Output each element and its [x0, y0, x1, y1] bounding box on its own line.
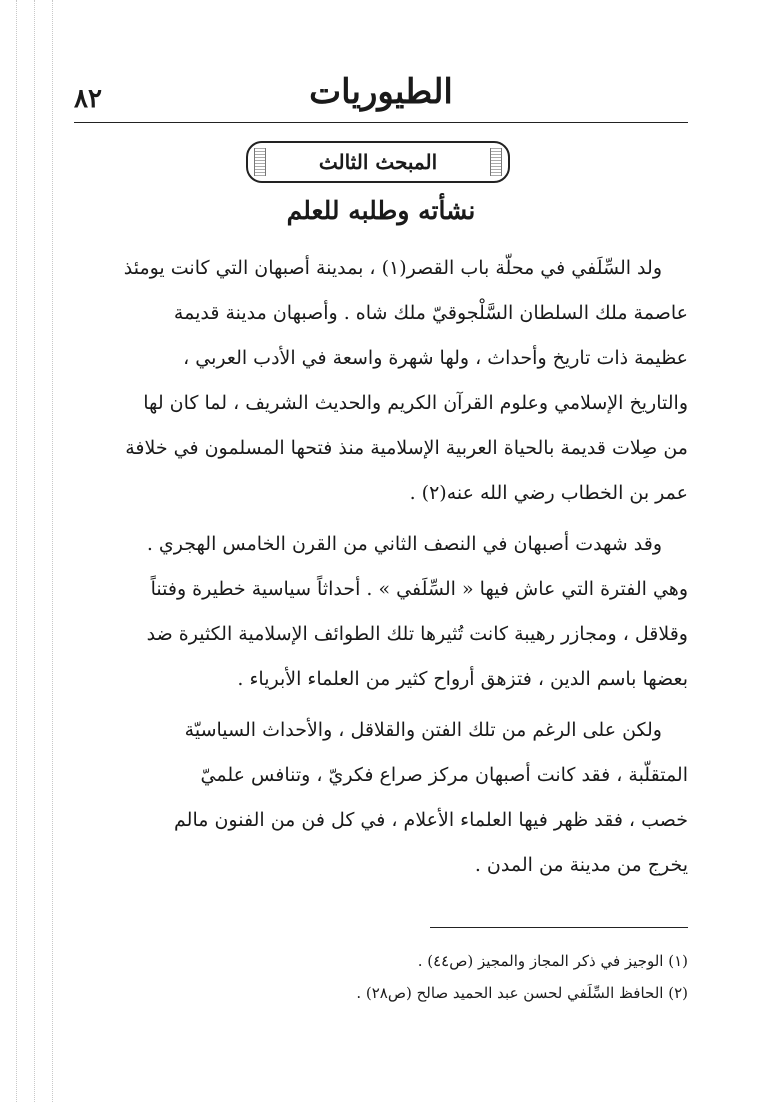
section-title: المبحث الثالث	[318, 150, 438, 174]
paragraph-line: عمر بن الخطاب رضي الله عنه(٢) .	[409, 482, 688, 504]
paragraph-line: بعضها باسم الدين ، فتزهق أرواح كثير من العلماء الأبرياء .	[237, 668, 688, 690]
paragraph-line: والتاريخ الإسلامي وعلوم القرآن الكريم والحديث الشريف ، لما كان لها	[143, 392, 688, 414]
running-title: الطيوريات	[309, 72, 453, 112]
footnote-divider	[430, 927, 688, 928]
header-rule	[74, 122, 688, 123]
scan-guide-line	[16, 0, 17, 1102]
paragraph-line: يخرج من مدينة من المدن .	[474, 854, 688, 876]
paragraph-line: ولكن على الرغم من تلك الفتن والقلاقل ، والأحداث السياسيّة	[184, 719, 662, 741]
paragraph-line: وقد شهدت أصبهان في النصف الثاني من القرن الخامس الهجري .	[146, 533, 662, 555]
paragraph-line: عظيمة ذات تاريخ وأحداث ، ولها شهرة واسعة في الأدب العربي ،	[183, 347, 688, 369]
scan-guide-line	[34, 0, 35, 1102]
section-heading-box	[246, 141, 510, 183]
paragraph-line: ولد السِّلَفي في محلّة باب القصر(١) ، بمدينة أصبهان التي كانت يومئذ	[123, 257, 662, 279]
paragraph-line: وهي الفترة التي عاش فيها « السِّلَفي » . أحداثاً سياسية خطيرة وفتناً	[150, 578, 688, 600]
footnote: (٢) الحافظ السِّلَفي لحسن عبد الحميد صالح (ص٢٨) .	[356, 984, 688, 1002]
paragraph-line: المتقلّبة ، فقد كانت أصبهان مركز صراع فكريّ ، وتنافس علميّ	[200, 764, 688, 786]
page-number: ٨٢	[74, 84, 102, 114]
paragraph-line: من صِلات قديمة بالحياة العربية الإسلامية منذ فتحها المسلمون في خلافة	[125, 437, 688, 459]
footnote: (١) الوجيز في ذكر المجاز والمجيز (ص٤٤) .	[417, 952, 688, 970]
paragraph-line: عاصمة ملك السلطان السَّلْجوقيّ ملك شاه . وأصبهان مدينة قديمة	[173, 302, 688, 324]
paragraph-line: وقلاقل ، ومجازر رهيبة كانت تُثيرها تلك الطوائف الإسلامية الكثيرة ضد	[146, 623, 688, 645]
body-text	[74, 246, 688, 888]
paragraph-line: خصب ، فقد ظهر فيها العلماء الأعلام ، في كل فن من الفنون مالم	[174, 809, 688, 831]
page-header	[74, 70, 688, 122]
chapter-title: نشأته وطلبه للعلم	[286, 196, 476, 225]
scan-guide-line	[52, 0, 53, 1102]
footnotes	[74, 945, 688, 1009]
